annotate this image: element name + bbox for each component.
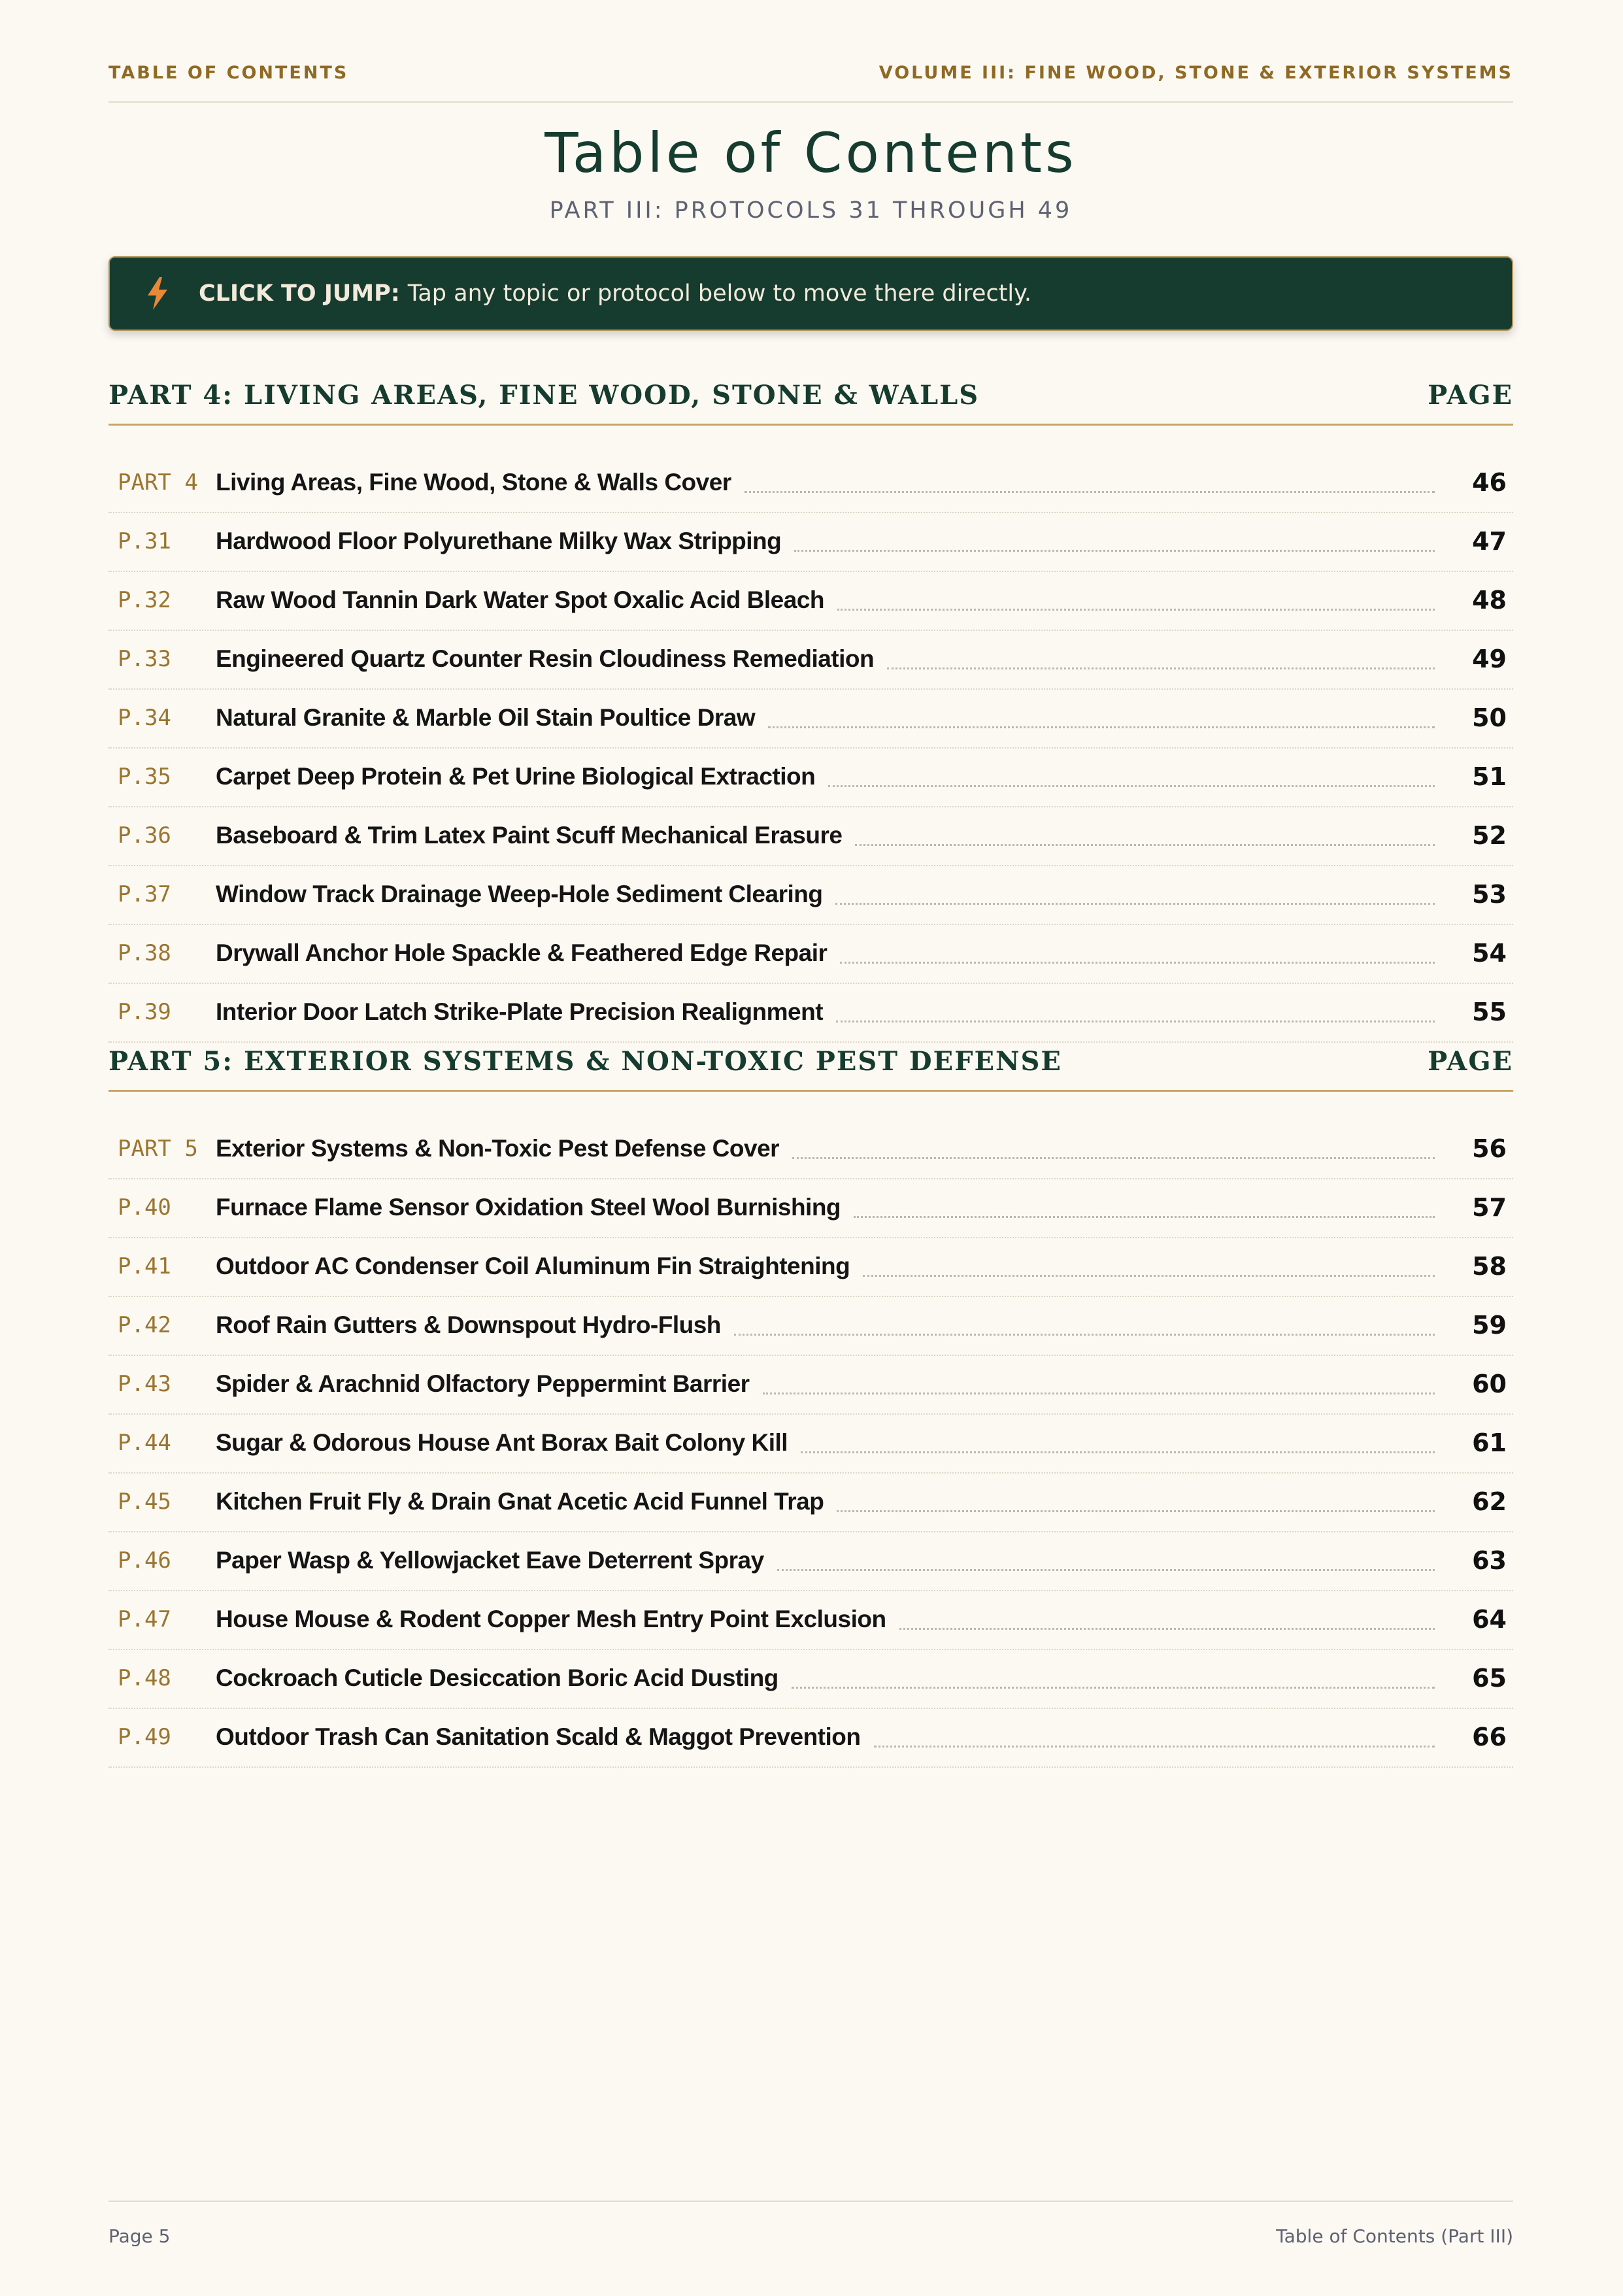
dot-leader — [745, 491, 1435, 493]
section-title: PART 4: LIVING AREAS, FINE WOOD, STONE & WALLS — [109, 380, 980, 411]
toc-entry-page-number: 61 — [1472, 1428, 1507, 1457]
title-block — [109, 123, 1513, 224]
toc-entry-page-number: 56 — [1472, 1134, 1507, 1163]
dot-leader — [863, 1275, 1435, 1277]
toc-entry[interactable] — [109, 1590, 1513, 1650]
toc-entry-code: P.34 — [118, 705, 171, 731]
dot-leader — [874, 1746, 1435, 1747]
dot-leader — [899, 1628, 1435, 1630]
footer-section-title: Table of Contents (Part III) — [1276, 2225, 1513, 2247]
toc-entry[interactable] — [109, 1413, 1513, 1474]
section-heading-part-5 — [109, 1027, 1513, 1092]
dot-leader — [768, 726, 1435, 728]
dot-leader — [792, 1687, 1435, 1689]
dot-leader — [794, 550, 1435, 552]
toc-entry[interactable] — [109, 453, 1513, 513]
toc-entry-code: P.41 — [118, 1253, 171, 1279]
lightning-bolt-icon — [146, 277, 169, 310]
section-page-label: PAGE — [1428, 1046, 1513, 1077]
toc-entry[interactable] — [109, 571, 1513, 631]
document-page — [109, 0, 1513, 2296]
banner-strong-label: CLICK TO JUMP: — [199, 280, 400, 307]
toc-entry-page-number: 64 — [1472, 1605, 1507, 1634]
toc-entry-page-number: 65 — [1472, 1664, 1507, 1693]
running-header — [109, 63, 1513, 103]
page-footer — [109, 2201, 1513, 2247]
toc-entry-page-number: 50 — [1472, 703, 1507, 732]
toc-entry-code: P.48 — [118, 1665, 171, 1691]
toc-entry-page-number: 51 — [1472, 762, 1507, 791]
toc-entry[interactable] — [109, 512, 1513, 572]
toc-entry-page-number: 58 — [1472, 1252, 1507, 1281]
toc-entry-page-number: 66 — [1472, 1723, 1507, 1751]
click-to-jump-banner — [109, 256, 1513, 331]
toc-entry-link[interactable]: Carpet Deep Protein & Pet Urine Biological Extraction — [216, 763, 816, 790]
dot-leader — [734, 1334, 1435, 1336]
toc-entry[interactable] — [109, 1472, 1513, 1532]
page-subtitle: PART III: PROTOCOLS 31 THROUGH 49 — [549, 197, 1073, 224]
dot-leader — [763, 1393, 1435, 1394]
toc-entry[interactable] — [109, 1708, 1513, 1768]
toc-entry-link[interactable]: Natural Granite & Marble Oil Stain Poultice Draw — [216, 704, 756, 731]
toc-entry-page-number: 49 — [1472, 645, 1507, 673]
toc-entry[interactable] — [109, 865, 1513, 925]
toc-entry-link[interactable]: Exterior Systems & Non-Toxic Pest Defense Cover — [216, 1135, 780, 1162]
toc-entry-link[interactable]: Engineered Quartz Counter Resin Cloudiness Remediation — [216, 645, 875, 672]
toc-entry-code: P.45 — [118, 1489, 171, 1515]
toc-entry-link[interactable]: Raw Wood Tannin Dark Water Spot Oxalic Acid Bleach — [216, 586, 825, 613]
footer-page-number: Page 5 — [109, 2225, 171, 2247]
toc-entry-page-number: 63 — [1472, 1546, 1507, 1575]
toc-entry-page-number: 55 — [1472, 998, 1507, 1026]
toc-entry-code: P.40 — [118, 1194, 171, 1221]
toc-entry[interactable] — [109, 1296, 1513, 1356]
toc-entry-link[interactable]: Sugar & Odorous House Ant Borax Bait Colony Kill — [216, 1429, 788, 1456]
toc-entry-link[interactable]: House Mouse & Rodent Copper Mesh Entry Point Exclusion — [216, 1606, 886, 1632]
toc-entry-link[interactable]: Baseboard & Trim Latex Paint Scuff Mechanical Erasure — [216, 822, 843, 849]
toc-entry[interactable] — [109, 747, 1513, 807]
dot-leader — [836, 1021, 1435, 1022]
running-header-right: VOLUME III: FINE WOOD, STONE & EXTERIOR SYSTEMS — [878, 63, 1513, 83]
toc-entry-code: P.46 — [118, 1547, 171, 1574]
dot-leader — [792, 1157, 1435, 1159]
toc-entry-page-number: 46 — [1472, 468, 1507, 497]
dot-leader — [777, 1569, 1435, 1571]
section-page-label: PAGE — [1428, 380, 1513, 411]
toc-entry[interactable] — [109, 688, 1513, 749]
toc-entry-code: PART 4 — [118, 469, 198, 496]
toc-entry-page-number: 48 — [1472, 586, 1507, 615]
toc-entry-code: P.35 — [118, 764, 171, 790]
toc-entry-link[interactable]: Hardwood Floor Polyurethane Milky Wax Stripping — [216, 528, 782, 554]
toc-entry-page-number: 60 — [1472, 1370, 1507, 1398]
dot-leader — [828, 785, 1435, 787]
toc-entry-page-number: 59 — [1472, 1311, 1507, 1340]
toc-entry-link[interactable]: Paper Wasp & Yellowjacket Eave Deterrent Spray — [216, 1547, 764, 1574]
toc-entry-link[interactable]: Spider & Arachnid Olfactory Peppermint Barrier — [216, 1370, 750, 1397]
toc-entry-code: P.39 — [118, 999, 171, 1025]
toc-entry[interactable] — [109, 1237, 1513, 1297]
dot-leader — [840, 962, 1435, 964]
toc-entry[interactable] — [109, 1119, 1513, 1179]
toc-entry-code: P.33 — [118, 646, 171, 672]
toc-entry-page-number: 52 — [1472, 821, 1507, 850]
toc-entry[interactable] — [109, 1178, 1513, 1238]
toc-entry-link[interactable]: Drywall Anchor Hole Spackle & Feathered Edge Repair — [216, 939, 828, 966]
toc-entry-code: P.43 — [118, 1371, 171, 1397]
toc-entry-link[interactable]: Interior Door Latch Strike-Plate Precision Realignment — [216, 998, 824, 1025]
toc-entry-code: P.36 — [118, 822, 171, 849]
dot-leader — [801, 1451, 1435, 1453]
toc-entry-link[interactable]: Living Areas, Fine Wood, Stone & Walls Cover — [216, 469, 731, 496]
toc-entry-code: PART 5 — [118, 1136, 198, 1162]
page-title: Table of Contents — [544, 121, 1077, 185]
toc-entry-link[interactable]: Kitchen Fruit Fly & Drain Gnat Acetic Acid Funnel Trap — [216, 1488, 824, 1515]
toc-entry-page-number: 54 — [1472, 939, 1507, 968]
toc-entry[interactable] — [109, 630, 1513, 690]
toc-entry-page-number: 53 — [1472, 880, 1507, 909]
toc-entry-code: P.31 — [118, 528, 171, 554]
running-header-left: TABLE OF CONTENTS — [109, 63, 349, 83]
dot-leader — [837, 1510, 1435, 1512]
toc-entry-link[interactable]: Outdoor AC Condenser Coil Aluminum Fin Straightening — [216, 1253, 850, 1279]
dot-leader — [887, 667, 1435, 669]
dot-leader — [855, 844, 1435, 846]
toc-entry[interactable] — [109, 806, 1513, 866]
toc-entry-link[interactable]: Cockroach Cuticle Desiccation Boric Acid Dusting — [216, 1664, 778, 1691]
toc-entry-link[interactable]: Window Track Drainage Weep-Hole Sediment Clearing — [216, 881, 823, 907]
toc-entry[interactable] — [109, 1531, 1513, 1591]
dot-leader — [837, 609, 1435, 611]
toc-entry[interactable] — [109, 1649, 1513, 1709]
toc-entry-code: P.44 — [118, 1430, 171, 1456]
dot-leader — [854, 1216, 1435, 1218]
toc-entry-code: P.37 — [118, 881, 171, 907]
toc-entry-page-number: 57 — [1472, 1193, 1507, 1222]
toc-entry-page-number: 62 — [1472, 1487, 1507, 1516]
toc-entry-code: P.49 — [118, 1724, 171, 1750]
toc-entry[interactable] — [109, 1355, 1513, 1415]
toc-entry-code: P.42 — [118, 1312, 171, 1338]
section-heading-part-4 — [109, 361, 1513, 426]
toc-entry-code: P.32 — [118, 587, 171, 613]
toc-entry-link[interactable]: Roof Rain Gutters & Downspout Hydro-Flush — [216, 1311, 721, 1338]
toc-entry-code: P.47 — [118, 1606, 171, 1632]
toc-entry-link[interactable]: Outdoor Trash Can Sanitation Scald & Maggot Prevention — [216, 1723, 861, 1750]
toc-entry-page-number: 47 — [1472, 527, 1507, 556]
toc-entry-code: P.38 — [118, 940, 171, 966]
toc-entry-link[interactable]: Furnace Flame Sensor Oxidation Steel Wool Burnishing — [216, 1194, 841, 1221]
toc-entry[interactable] — [109, 924, 1513, 984]
banner-text: Tap any topic or protocol below to move there directly. — [407, 280, 1031, 307]
section-title: PART 5: EXTERIOR SYSTEMS & NON-TOXIC PEST DEFENSE — [109, 1046, 1062, 1077]
dot-leader — [835, 903, 1435, 905]
